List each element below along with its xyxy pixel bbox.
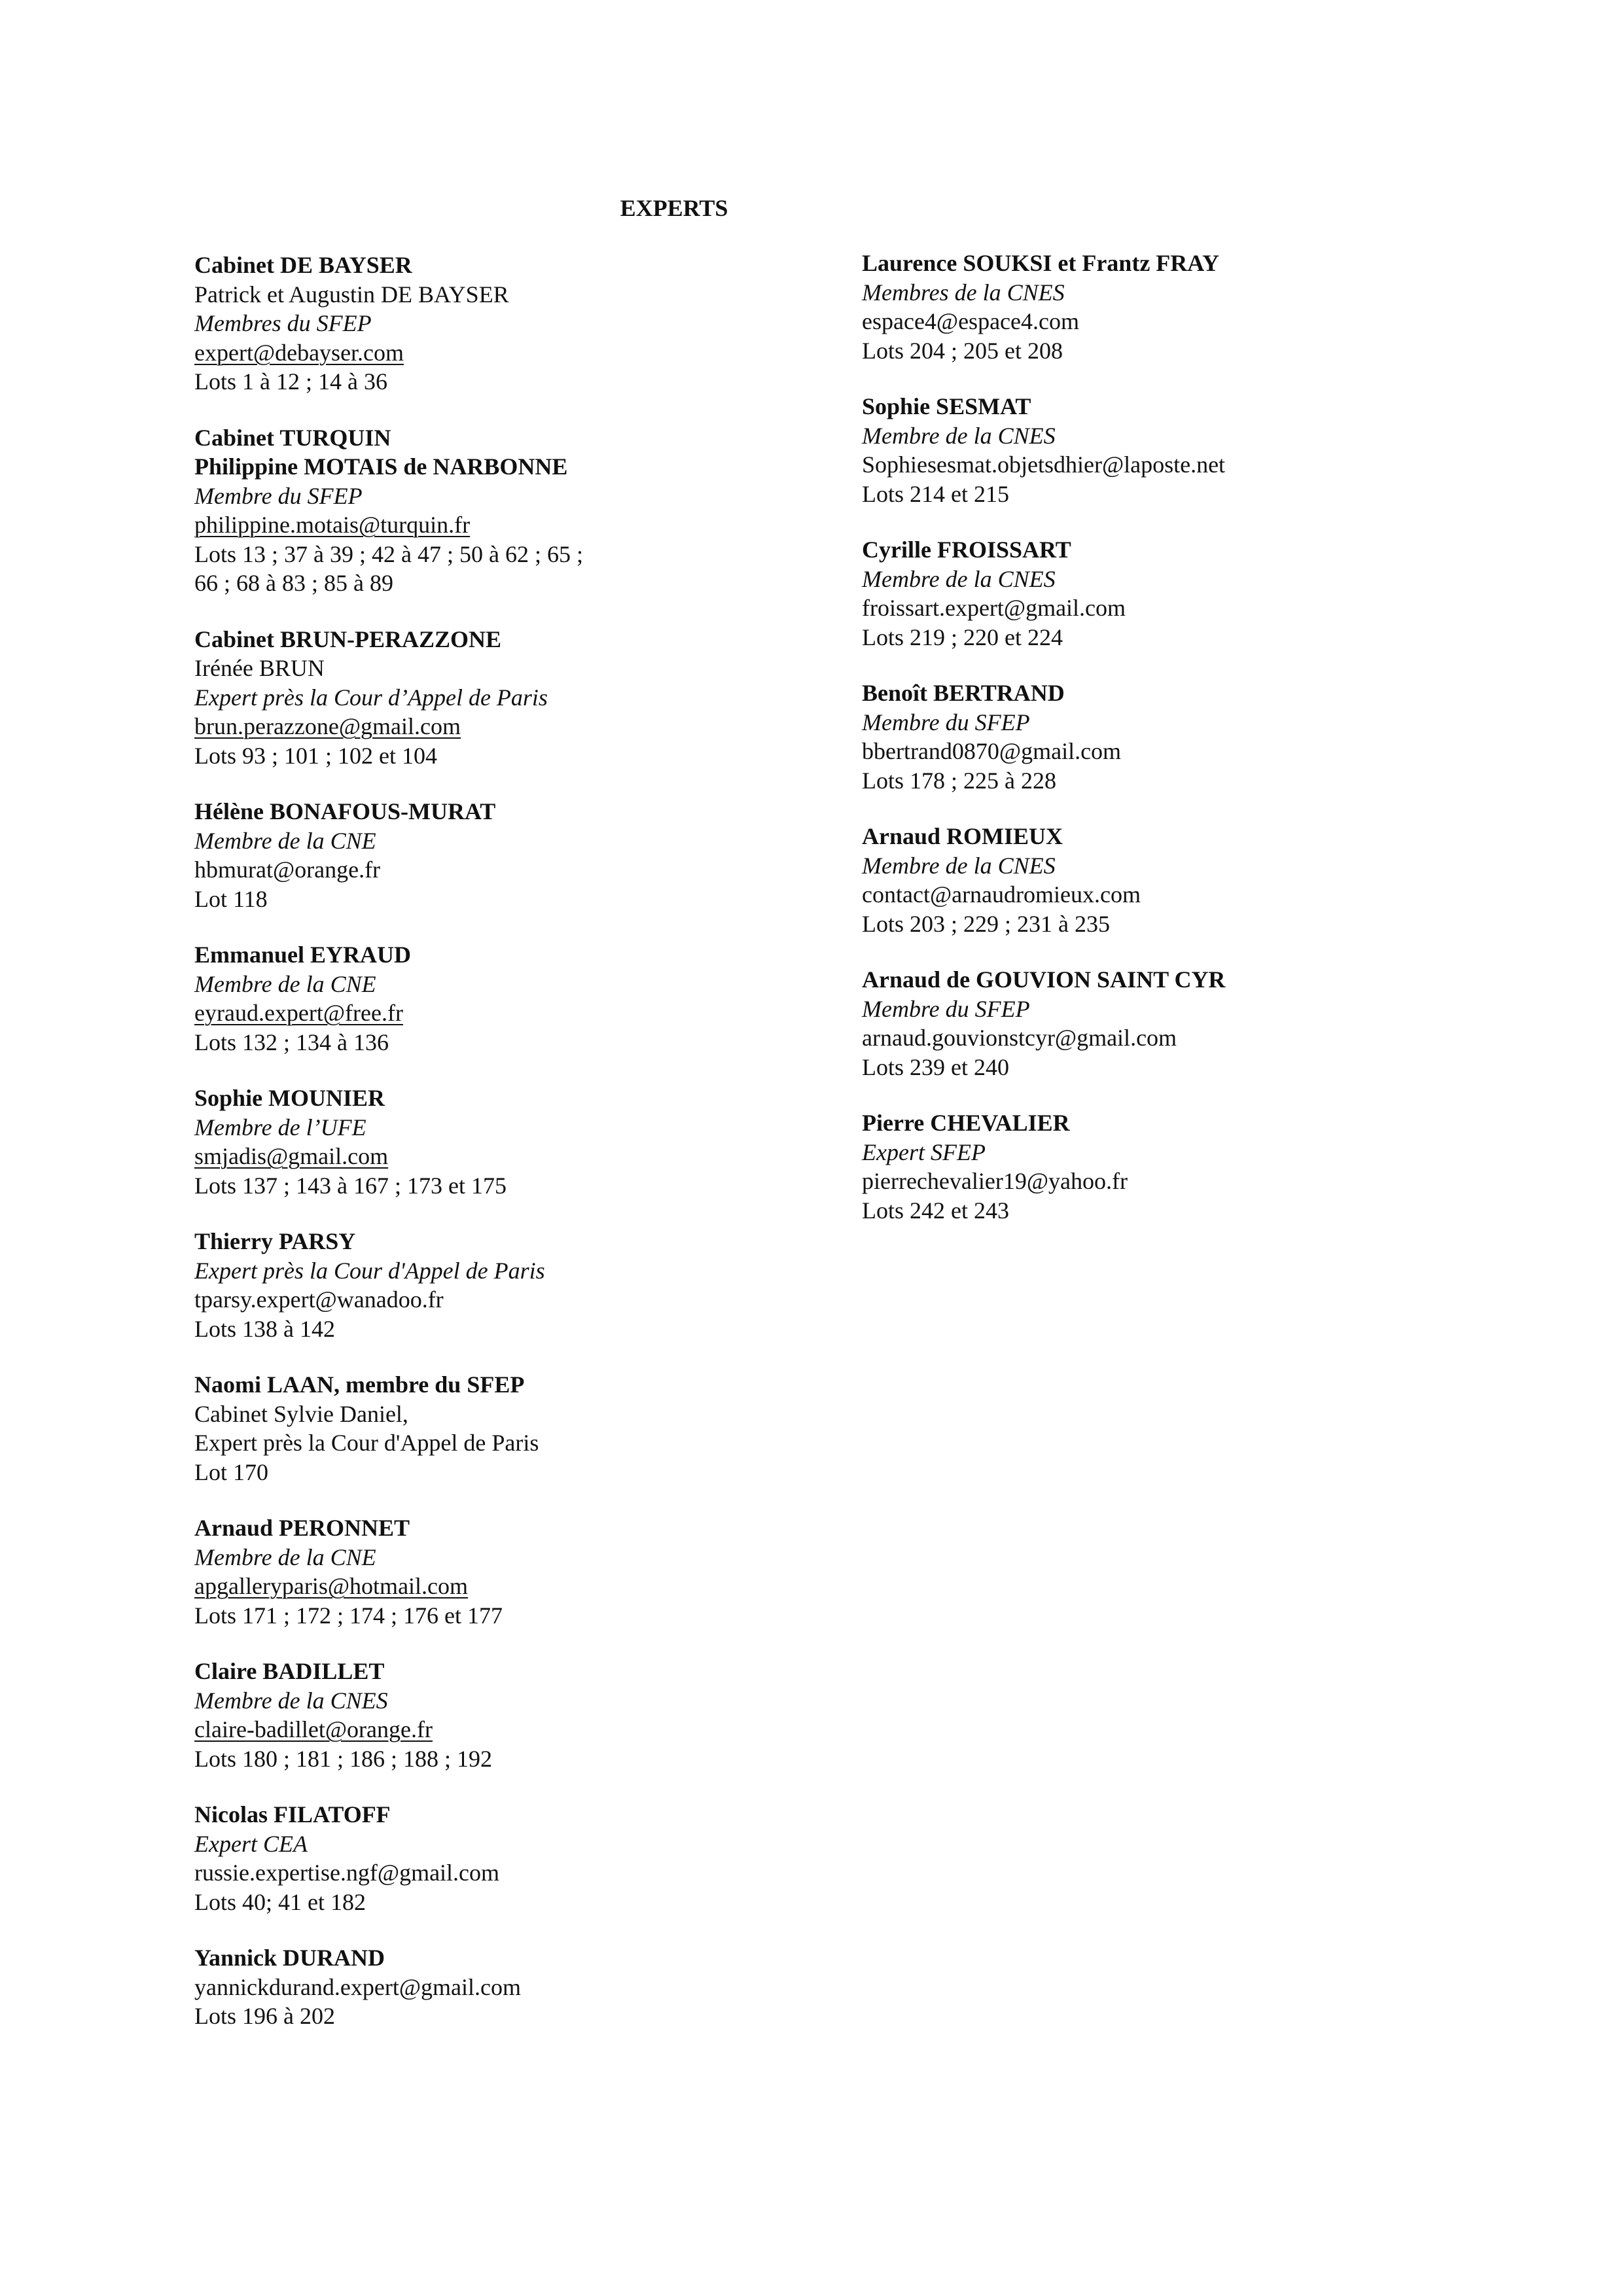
expert-line: Arnaud de GOUVION SAINT CYR bbox=[862, 966, 1226, 993]
expert-line: Membres de la CNES bbox=[862, 279, 1065, 306]
expert-email: contact@arnaudromieux.com bbox=[862, 881, 1141, 908]
expert-line: Philippine MOTAIS de NARBONNE bbox=[194, 453, 568, 480]
expert-line: Lots 132 ; 134 à 136 bbox=[194, 1029, 389, 1055]
expert-line: Lots 1 à 12 ; 14 à 36 bbox=[194, 368, 387, 395]
expert-line: Yannick DURAND bbox=[194, 1945, 385, 1971]
expert-line: Cabinet TURQUIN bbox=[194, 424, 391, 451]
expert-line: Lots 137 ; 143 à 167 ; 173 et 175 bbox=[194, 1172, 507, 1199]
expert-line: Membre du SFEP bbox=[862, 709, 1030, 735]
expert-email[interactable]: eyraud.expert@free.fr bbox=[194, 1000, 403, 1026]
expert-line: 66 ; 68 à 83 ; 85 à 89 bbox=[194, 570, 393, 596]
expert-line: Membre de l’UFE bbox=[194, 1114, 366, 1140]
expert-entry bbox=[194, 1084, 849, 1200]
expert-line: Claire BADILLET bbox=[194, 1658, 385, 1684]
expert-entry bbox=[194, 1943, 849, 2031]
expert-email: russie.expertise.ngf@gmail.com bbox=[194, 1860, 500, 1886]
expert-email: arnaud.gouvionstcyr@gmail.com bbox=[862, 1025, 1177, 1051]
expert-line: Irénée BRUN bbox=[194, 655, 325, 681]
expert-line: Expert près la Cour d'Appel de Paris bbox=[194, 1257, 545, 1284]
expert-line: Emmanuel EYRAUD bbox=[194, 942, 412, 968]
expert-line: Membres du SFEP bbox=[194, 310, 372, 336]
expert-line: Laurence SOUKSI et Frantz FRAY bbox=[862, 250, 1219, 276]
expert-entry bbox=[194, 1370, 849, 1487]
expert-email[interactable]: claire-badillet@orange.fr bbox=[194, 1716, 433, 1742]
expert-line: Cabinet BRUN-PERAZZONE bbox=[194, 626, 502, 652]
expert-entry bbox=[862, 679, 1516, 795]
expert-entry bbox=[194, 940, 849, 1057]
expert-line: Arnaud ROMIEUX bbox=[862, 823, 1063, 849]
expert-line: Benoît BERTRAND bbox=[862, 680, 1065, 706]
page-title: EXPERTS bbox=[620, 195, 728, 221]
expert-email: froissart.expert@gmail.com bbox=[862, 595, 1126, 621]
expert-line: Membre de la CNES bbox=[862, 422, 1056, 449]
expert-email: espace4@espace4.com bbox=[862, 308, 1079, 334]
expert-line: Lots 196 à 202 bbox=[194, 2003, 335, 2029]
expert-entry bbox=[862, 392, 1516, 508]
expert-line: Expert CEA bbox=[194, 1830, 308, 1857]
expert-line: Lots 40; 41 et 182 bbox=[194, 1888, 366, 1915]
expert-entry bbox=[194, 251, 849, 397]
expert-line: Cabinet Sylvie Daniel, bbox=[194, 1400, 408, 1427]
expert-email: hbmurat@orange.fr bbox=[194, 857, 381, 883]
expert-line: Membre de la CNES bbox=[194, 1687, 388, 1714]
expert-entry bbox=[194, 1800, 849, 1916]
expert-email: tparsy.expert@wanadoo.fr bbox=[194, 1286, 444, 1313]
expert-entry bbox=[194, 423, 849, 598]
expert-line: Sophie MOUNIER bbox=[194, 1085, 385, 1111]
expert-entry bbox=[862, 1108, 1516, 1225]
expert-line: Lots 204 ; 205 et 208 bbox=[862, 337, 1063, 364]
expert-line: Lots 203 ; 229 ; 231 à 235 bbox=[862, 910, 1110, 937]
expert-entry bbox=[862, 965, 1516, 1082]
expert-line: Lots 178 ; 225 à 228 bbox=[862, 767, 1056, 794]
expert-entry bbox=[194, 1657, 849, 1773]
expert-email: pierrechevalier19@yahoo.fr bbox=[862, 1168, 1128, 1194]
expert-line: Sophie SESMAT bbox=[862, 393, 1031, 419]
expert-entry bbox=[862, 822, 1516, 938]
expert-line: Arnaud PERONNET bbox=[194, 1515, 410, 1541]
expert-line: Cabinet DE BAYSER bbox=[194, 252, 412, 278]
expert-line: Membre du SFEP bbox=[862, 995, 1030, 1022]
expert-line: Cyrille FROISSART bbox=[862, 537, 1071, 563]
expert-email[interactable]: smjadis@gmail.com bbox=[194, 1143, 389, 1169]
expert-line: Expert près la Cour d’Appel de Paris bbox=[194, 684, 548, 711]
expert-email[interactable]: brun.perazzone@gmail.com bbox=[194, 713, 461, 739]
experts-right-column bbox=[862, 249, 1516, 1252]
expert-entry bbox=[194, 1227, 849, 1343]
expert-line: Expert SFEP bbox=[862, 1139, 986, 1165]
expert-line: Lots 214 et 215 bbox=[862, 480, 1009, 507]
expert-entry bbox=[194, 797, 849, 913]
expert-line: Lots 180 ; 181 ; 186 ; 188 ; 192 bbox=[194, 1745, 493, 1772]
expert-entry bbox=[194, 1513, 849, 1630]
expert-email: Sophiesesmat.objetsdhier@laposte.net bbox=[862, 451, 1226, 478]
expert-line: Lots 242 et 243 bbox=[862, 1197, 1009, 1224]
expert-email[interactable]: expert@debayser.com bbox=[194, 339, 404, 366]
expert-line: Membre de la CNE bbox=[194, 970, 376, 997]
expert-line: Lots 219 ; 220 et 224 bbox=[862, 624, 1063, 650]
expert-line: Membre de la CNES bbox=[862, 852, 1056, 879]
expert-line: Patrick et Augustin DE BAYSER bbox=[194, 281, 509, 308]
expert-line: Hélène BONAFOUS-MURAT bbox=[194, 798, 496, 824]
expert-line: Lots 93 ; 101 ; 102 et 104 bbox=[194, 742, 437, 769]
expert-line: Lots 13 ; 37 à 39 ; 42 à 47 ; 50 à 62 ; 65 ; bbox=[194, 540, 583, 567]
expert-line: Membre de la CNE bbox=[194, 1544, 376, 1570]
expert-line: Lots 138 à 142 bbox=[194, 1315, 335, 1342]
expert-entry bbox=[862, 249, 1516, 365]
expert-line: Membre de la CNES bbox=[862, 565, 1056, 592]
experts-left-column bbox=[194, 251, 849, 2058]
expert-line: Membre du SFEP bbox=[194, 482, 363, 509]
expert-line: Thierry PARSY bbox=[194, 1228, 356, 1254]
expert-line: Lots 239 et 240 bbox=[862, 1053, 1009, 1080]
expert-line: Membre de la CNE bbox=[194, 827, 376, 854]
expert-line: Nicolas FILATOFF bbox=[194, 1801, 391, 1828]
expert-line: Lot 118 bbox=[194, 885, 268, 912]
expert-entry bbox=[194, 625, 849, 771]
expert-line: Lots 171 ; 172 ; 174 ; 176 et 177 bbox=[194, 1602, 503, 1629]
expert-email: yannickdurand.expert@gmail.com bbox=[194, 1973, 521, 2000]
expert-line: Expert près la Cour d'Appel de Paris bbox=[194, 1430, 539, 1456]
expert-line: Pierre CHEVALIER bbox=[862, 1110, 1070, 1136]
expert-email[interactable]: philippine.motais@turquin.fr bbox=[194, 512, 471, 538]
expert-line: Naomi LAAN, membre du SFEP bbox=[194, 1371, 525, 1398]
expert-email[interactable]: apgalleryparis@hotmail.com bbox=[194, 1573, 469, 1599]
expert-entry bbox=[862, 535, 1516, 652]
expert-email: bbertrand0870@gmail.com bbox=[862, 738, 1122, 764]
expert-line: Lot 170 bbox=[194, 1458, 268, 1485]
